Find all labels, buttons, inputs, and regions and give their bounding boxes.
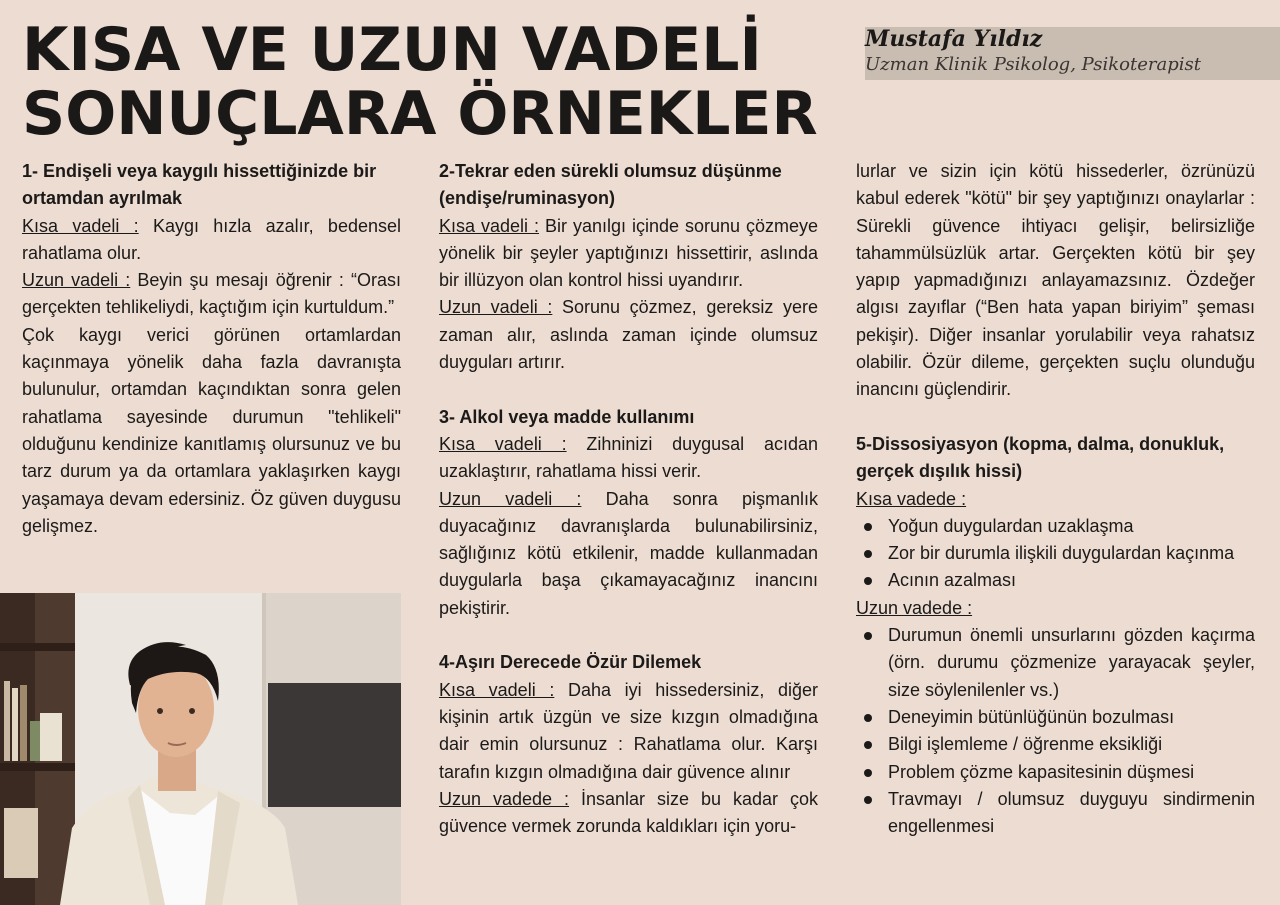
list-item: Durumun önemli unsurlarını gözden kaçırma (örn. durumu çözmenize yarayacak şeyler, size söylenilenler vs.) — [856, 622, 1255, 704]
author-box — [865, 27, 1280, 80]
short-term-label: Kısa vadede : — [856, 488, 967, 509]
list-item: Travmayı / olumsuz duyguyu sindirmenin engellenmesi — [856, 786, 1255, 841]
long-term-label: Uzun vadede : — [439, 788, 570, 809]
title-line-2: SONUÇLARA ÖRNEKLER — [22, 79, 818, 149]
list-item: Acının azalması — [856, 567, 1255, 594]
spacer — [439, 622, 818, 649]
section-2-short-term — [439, 213, 818, 295]
list-item: Yoğun duygulardan uzaklaşma — [856, 513, 1255, 540]
short-term-text: Bir yanılgı içinde sorunu çözmeye yönelik bir şeyler yaptığınızı hissettirir, aslında bir illüzyon olan kontrol hissi uyandırır. — [439, 215, 818, 291]
short-term-label: Kısa vadeli : — [22, 215, 139, 236]
short-term-list — [856, 513, 1255, 595]
section-3-short-term — [439, 431, 818, 486]
long-term-list — [856, 622, 1255, 840]
column-3 — [856, 158, 1255, 840]
list-item: Bilgi işlemleme / öğrenme eksikliği — [856, 731, 1255, 758]
short-term-text: Zihninizi duygusal acıdan uzaklaştırır, rahatlama hissi verir. — [439, 433, 818, 482]
section-4-long-term — [439, 786, 818, 841]
spacer — [439, 376, 818, 403]
section-1-long-term — [22, 267, 401, 322]
list-item: Deneyimin bütünlüğünün bozulması — [856, 704, 1255, 731]
list-item: Problem çözme kapasitesinin düşmesi — [856, 759, 1255, 786]
long-term-label: Uzun vadeli : — [439, 488, 582, 509]
long-term-label: Uzun vadede : — [856, 597, 973, 618]
short-term-label: Kısa vadeli : — [439, 433, 567, 454]
section-5-long-term-label — [856, 595, 1255, 622]
author-name: Mustafa Yıldız — [865, 26, 1043, 52]
section-5-short-term-label — [856, 486, 1255, 513]
column-1 — [22, 158, 401, 540]
short-term-label: Kısa vadeli : — [439, 679, 555, 700]
author-role: Uzman Klinik Psikolog, Psikoterapist — [865, 54, 1201, 75]
section-3-heading: 3- Alkol veya madde kullanımı — [439, 406, 695, 427]
column-2 — [439, 158, 818, 840]
long-term-text: İnsanlar size bu kadar çok güvence vermek zorunda kaldıkları için yoru- — [439, 788, 818, 837]
section-2-long-term — [439, 294, 818, 376]
section-3-long-term — [439, 486, 818, 622]
section-1-short-term — [22, 213, 401, 268]
section-4-heading: 4-Aşırı Derecede Özür Dilemek — [439, 652, 702, 673]
section-2-heading: 2-Tekrar eden sürekli olumsuz düşünme (endişe/ruminasyon) — [439, 161, 782, 209]
spacer — [856, 404, 1255, 431]
long-term-label: Uzun vadeli : — [22, 270, 131, 291]
section-1-heading: 1- Endişeli veya kaygılı hissettiğinizde bir ortamdan ayrılmak — [22, 161, 377, 209]
list-item: Zor bir durumla ilişkili duygulardan kaçınma — [856, 540, 1255, 567]
author-portrait-image — [0, 593, 401, 905]
section-4-continued: lurlar ve sizin için kötü hissederler, özrünüzü kabul ederek "kötü" bir şey yaptığınızı onaylarlar : Sürekli güvence ihtiyacı gelişir, belirsizliğe tahammülsüzlük artar. Gerçekten kötü bir şey yapıp yapmadığınızı anlayamazsınız. Özdeğer algısı zayıflar (“Ben hata yapan biriyim” şeması pekişir). Diğer insanlar yorulabilir veya rahatsız olabilir. Özür dileme, gerçekten suçlu olunduğu inancını güçlendirir. — [856, 161, 1255, 400]
long-term-label: Uzun vadeli : — [439, 297, 553, 318]
section-1-paragraph: Çok kaygı verici görünen ortamlardan kaçınmaya yönelik daha fazla davranışta bulunulur, ortamdan kaçındıktan sonra gelen rahatlama sayesinde durumun "tehlikeli" olduğunu kendinize kanıtlamış olursunuz ve bu tarz durum ya da ortamlara yaklaşırken kaygı yaşamaya devam edersiniz. Öz güven duygusu gelişmez. — [22, 324, 401, 536]
long-term-text: Sorunu çözmez, gereksiz yere zaman alır, aslında zaman içinde olumsuz duyguları artırır. — [439, 297, 819, 373]
short-term-label: Kısa vadeli : — [439, 215, 539, 236]
page-title — [22, 15, 818, 149]
author-photo — [0, 593, 401, 905]
long-term-text: Daha sonra pişmanlık duyacağınız davranışlarda bulunabilirsiniz, sağlığınız kötü etkilenir, madde kullanmadan duygularla başa çıkamayacağınız inancını pekiştirir. — [439, 488, 818, 618]
title-line-1: KISA VE UZUN VADELİ — [22, 15, 762, 85]
section-5-heading: 5-Dissosiyasyon (kopma, dalma, donukluk, gerçek dışılık hissi) — [856, 433, 1225, 482]
short-term-text: Kaygı hızla azalır, bedensel rahatlama olur. — [22, 215, 401, 263]
long-term-text: Beyin şu mesajı öğrenir : “Orası gerçekten tehlikeliydi, kaçtığım için kurtuldum.” — [22, 270, 401, 318]
section-4-short-term — [439, 677, 818, 786]
short-term-text: Daha iyi hissedersiniz, diğer kişinin artık üzgün ve size kızgın olmadığına dair emin olursunuz : Rahatlama olur. Karşı tarafın kızgın olmadığına dair güvence alınır — [439, 679, 818, 782]
